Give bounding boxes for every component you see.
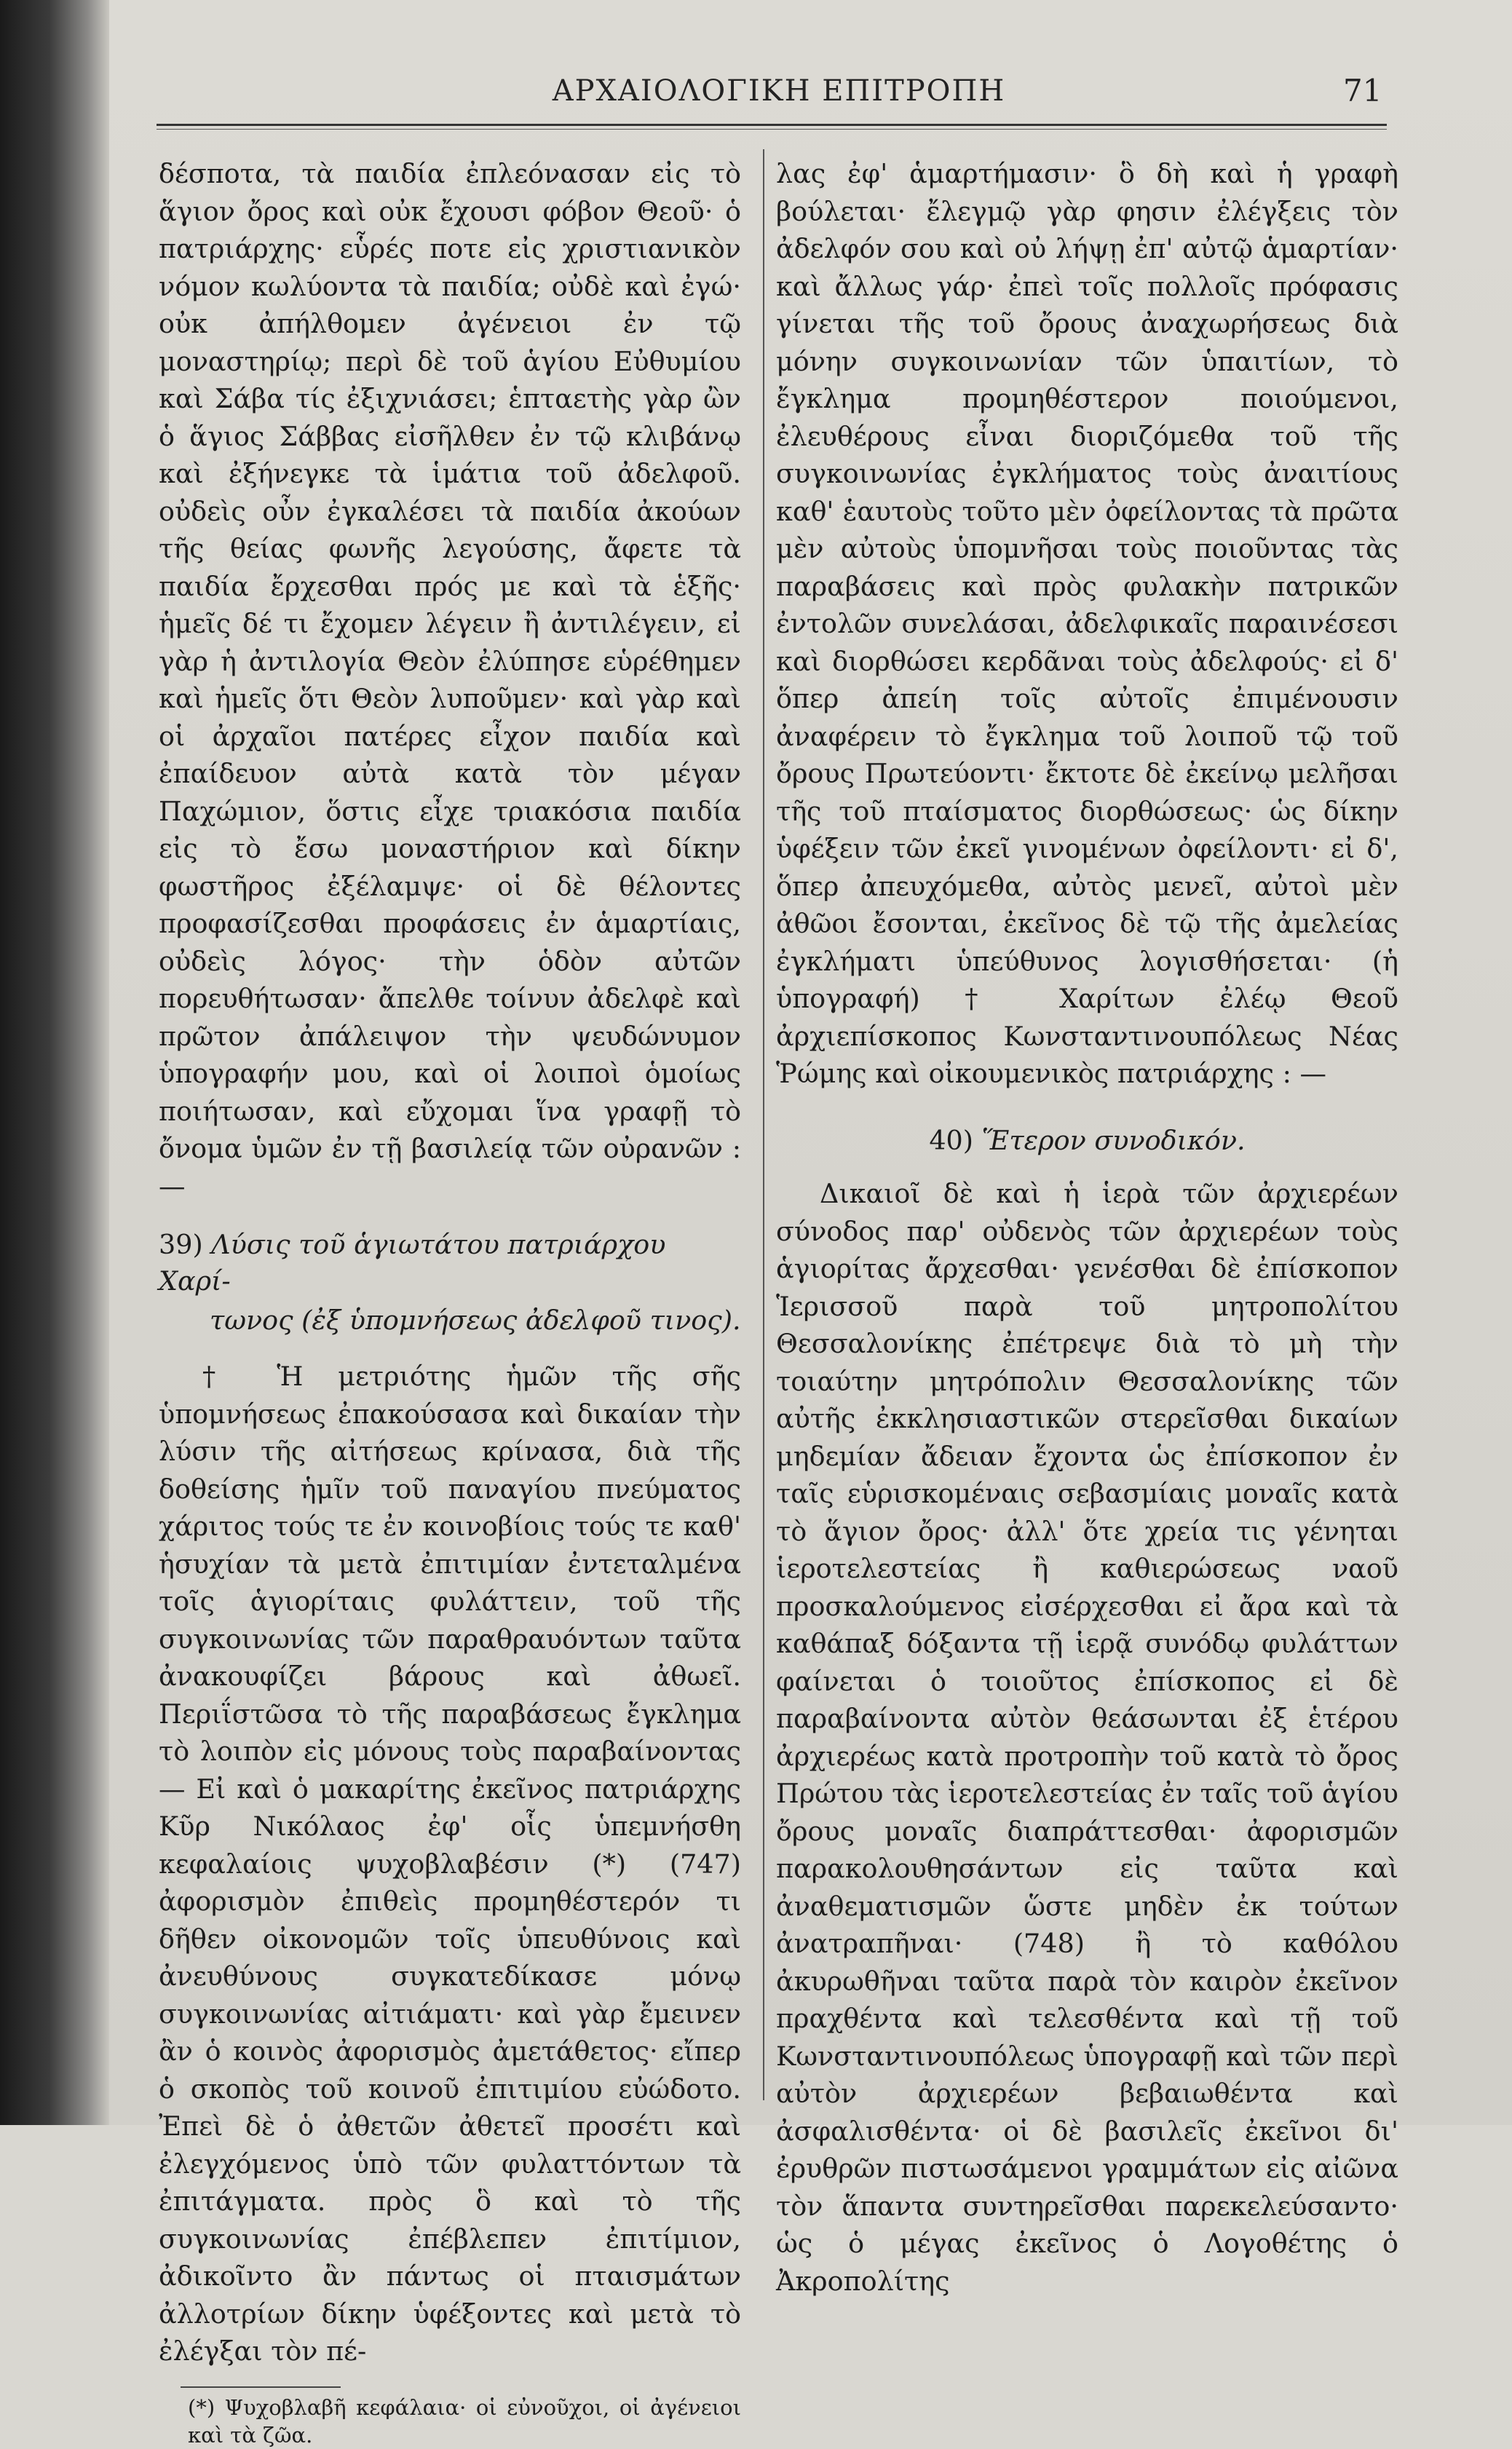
book-spine-shadow (0, 0, 109, 2125)
section-40-title: Ἕτερον συνοδικόν. (981, 1124, 1246, 1156)
right-column (776, 155, 1398, 2300)
right-paragraph-2: Δικαιοῖ δὲ καὶ ἡ ἱερὰ τῶν ἀρχιερέων σύνοδος παρ' οὐδενὸς τῶν ἀρχιερέων τοὺς ἁγιορίτας ἄρχεσθαι· γενέσθαι δὲ ἐπίσκοπον Ἱερισσοῦ παρὰ τοῦ μητροπολίτου Θεσσαλονίκης ἐπέτρεψε διὰ τὸ μὴ τὴν τοιαύτην μητρόπολιν Θεσσαλονίκης τῶν αὐτῆς ἐκκλησιαστικῶν στερεῖσθαι δικαίων μηδεμίαν ἄδειαν ἔχοντα ὡς ἐπίσκοπον ἐν ταῖς εὑρισκομέναις σεβασμίαις μοναῖς κατὰ τὸ ἅγιον ὄρος· ἀλλ' ὅτε χρεία τις γένηται ἱεροτελεστείας ἢ καθιερώσεως ναοῦ προσκαλούμενος εἰσέρχεσθαι εἰ ἄρα καὶ τὰ καθάπαξ δόξαντα τῇ ἱερᾷ συνόδῳ φυλάττων φαίνεται ὁ τοιοῦτος ἐπίσκοπος εἰ δὲ παραβαίνοντα αὐτὸν θεάσωνται ἐξ ἑτέρου ἀρχιερέως κατὰ προτροπὴν τοῦ κατὰ τὸ ὄρος Πρώτου τὰς ἱεροτελεστείας ἐν ταῖς τοῦ ἁγίου ὄρους μοναῖς διαπράττεσθαι· ἀφορισμῶν παρακολουθησάντων εἰς ταῦτα καὶ ἀναθεματισμῶν ὥστε μηδὲν ἐκ τούτων ἀνατραπῆναι· (748) ἢ τὸ καθόλου ἀκυρωθῆναι ταῦτα παρὰ τὸν καιρὸν ἐκεῖνον πραχθέντα καὶ τελεσθέντα καὶ τῇ τοῦ Κωνσταντινουπόλεως ὑπογραφῇ καὶ τῶν περὶ αὐτὸν ἀρχιερέων βεβαιωθέντα καὶ ἀσφαλισθέντα· οἱ δὲ βασιλεῖς ἐκεῖνοι δι' ἐρυθρῶν πιστωσάμενοι γραμμάτων εἰς αἰῶνα τὸν ἅπαντα συντηρεῖσθαι παρεκελεύσαντο· ὡς ὁ μέγας ἐκεῖνος ὁ Λογοθέτης ὁ Ἀκροπολίτης (776, 1178, 1398, 2297)
footnote-separator (181, 2386, 341, 2388)
section-40-number: 40) (929, 1124, 974, 1156)
running-header: ΑΡΧΑΙΟΛΟΓΙΚΗ ΕΠΙΤΡΟΠΗ (552, 74, 1006, 108)
section-39-subtitle: τωνος (ἐξ ὑπομνήσεως ἀδελφοῦ τινος). (210, 1305, 741, 1336)
left-column (159, 155, 741, 2449)
header-rule-thin (157, 129, 1387, 130)
page-number: 71 (1343, 73, 1382, 108)
section-40-heading (776, 1122, 1398, 1160)
left-paragraph-1: δέσποτα, τὰ παιδία ἐπλεόνασαν εἰς τὸ ἅγιον ὄρος καὶ οὐκ ἔχουσι φόβον Θεοῦ· ὁ πατριάρχης· εὗρές ποτε εἰς χριστιανικὸν νόμον κωλύοντα τὰ παιδία; οὐδὲ καὶ ἐγώ· οὐκ ἀπήλθομεν ἀγένειοι ἐν τῷ μοναστηρίῳ; περὶ δὲ τοῦ ἁγίου Εὐθυμίου καὶ Σάβα τίς ἐξιχνιάσει; ἑπταετὴς γὰρ ὢν ὁ ἅγιος Σάββας εἰσῆλθεν ἐν τῷ κλιβάνῳ καὶ ἐξήνεγκε τὰ ἱμάτια τοῦ ἀδελφοῦ. οὐδεὶς οὖν ἐγκαλέσει τὰ παιδία ἀκούων τῆς θείας φωνῆς λεγούσης, ἄφετε τὰ παιδία ἔρχεσθαι πρός με καὶ τὰ ἑξῆς· ἡμεῖς δέ τι ἔχομεν λέγειν ἢ ἀντιλέγειν, εἰ γὰρ ἡ ἀντιλογία Θεὸν ἐλύπησε εὑρέθημεν καὶ ἡμεῖς ὅτι Θεὸν λυποῦμεν· καὶ γὰρ καὶ οἱ ἀρχαῖοι πατέρες εἶχον παιδία καὶ ἐπαίδευον αὐτὰ κατὰ τὸν μέγαν Παχώμιον, ὅστις εἶχε τριακόσια παιδία εἰς τὸ ἔσω μοναστήριον καὶ δίκην φωστῆρος ἐξέλαμψε· οἱ δὲ θέλοντες προφασίζεσθαι προφάσεις ἐν ἁμαρτίαις, οὐδεὶς λόγος· τὴν ὁδὸν αὐτῶν πορευθήτωσαν· ἄπελθε τοίνυν ἀδελφὲ καὶ πρῶτον ἀπάλειψον τὴν ψευδώνυμον ὑπογραφήν μου, καὶ οἱ λοιποὶ ὁμοίως ποιήτωσαν, καὶ εὔχομαι ἵνα γραφῇ τὸ ὄνομα ὑμῶν ἐν τῇ βασιλείᾳ τῶν οὐρανῶν : — (159, 158, 741, 1202)
column-divider (763, 149, 764, 2100)
header-rule (157, 124, 1387, 126)
footnote: (*) Ψυχοβλαβῆ κεφάλαια· οἱ εὐνοῦχοι, οἱ ἀγένειοι καὶ τὰ ζῶα. (188, 2394, 741, 2448)
section-39-heading (159, 1227, 741, 1299)
left-paragraph-2: † Ἡ μετριότης ἡμῶν τῆς σῆς ὑπομνήσεως ἐπακούσασα καὶ δικαίαν τὴν λύσιν τῆς αἰτήσεως κρίνασα, διὰ τῆς δοθείσης ἡμῖν τοῦ παναγίου πνεύματος χάριτος τούς τε ἐν κοινοβίοις τούς τε καθ' ἡσυχίαν τὰ μετὰ ἐπιτιμίαν ἐντεταλμένα τοῖς ἁγιορίταις φυλάττειν, τοῦ τῆς συγκοινωνίας τῶν παραθραυόντων ταῦτα ἀνακουφίζει βάρους καὶ ἀθωεῖ. Περιΐστῶσα τὸ τῆς παραβάσεως ἔγκλημα τὸ λοιπὸν εἰς μόνους τοὺς παραβαίνοντας — Εἰ καὶ ὁ μακαρίτης ἐκεῖνος πατριάρχης Κῦρ Νικόλαος ἐφ' οἷς ὑπεμνήσθη κεφαλαίοις ψυχοβλαβέσιν (*) (747) ἀφορισμὸν ἐπιθεὶς προμηθέστερόν τι δῆθεν οἰκονομῶν τοῖς ὑπευθύνοις καὶ ἀνευθύνους συγκατεδίκασε μόνῳ συγκοινωνίας αἰτιάματι· καὶ γὰρ ἔμεινεν ἂν ὁ κοινὸς ἀφορισμὸς ἀμετάθετος· εἴπερ ὁ σκοπὸς τοῦ κοινοῦ ἐπιτιμίου εὐώδοτο. Ἐπεὶ δὲ ὁ ἀθετῶν ἀθετεῖ προσέτι καὶ ἐλεγχόμενος ὑπὸ τῶν φυλαττόντων τὰ ἐπιτάγματα. πρὸς ὃ καὶ τὸ τῆς συγκοινωνίας ἐπέβλεπεν ἐπιτίμιον, ἀδικοῖντο ἂν πάντως οἱ πταισμάτων ἀλλοτρίων δίκην ὑφέξοντες καὶ μετὰ τὸ ἐλέγξαι τὸν πέ- (159, 1361, 741, 2367)
right-paragraph-1: λας ἐφ' ἁμαρτήμασιν· ὃ δὴ καὶ ἡ γραφὴ βούλεται· ἔλεγμῷ γὰρ φησιν ἐλέγξεις τὸν ἀδελφόν σου καὶ οὐ λήψῃ ἐπ' αὐτῷ ἁμαρτίαν· καὶ ἄλλως γάρ· ἐπεὶ τοῖς πολλοῖς πρόφασις γίνεται τῆς τοῦ ὄρους ἀναχωρήσεως διὰ μόνην συγκοινωνίαν τῶν ὑπαιτίων, τὸ ἔγκλημα προμηθέστερον ποιούμενοι, ἐλευθέρους εἶναι διοριζόμεθα τοῦ τῆς συγκοινωνίας ἐγκλήματος τοὺς ἀναιτίους καθ' ἑαυτοὺς τοῦτο μὲν ὀφείλοντας τὰ πρῶτα μὲν αὐτοὺς ὑπομνῆσαι τοὺς ποιοῦντας τὰς παραβάσεις καὶ πρὸς φυλακὴν πατρικῶν ἐντολῶν συνελάσαι, ἀδελφικαῖς παραινέσεσι καὶ διορθώσει κερδᾶναι τοὺς ἀδελφούς· εἰ δ' ὅπερ ἀπείη τοῖς αὐτοῖς ἐπιμένουσιν ἀναφέρειν τὸ ἔγκλημα τοῦ λοιποῦ τῷ τοῦ ὄρους Πρωτεύοντι· ἔκτοτε δὲ ἐκείνῳ μελῆσαι τῆς τοῦ πταίσματος διορθώσεως· ὡς δίκην ὑφέξειν τῶν ἐκεῖ γινομένων ὀφείλοντι· εἰ δ', ὅπερ ἀπευχόμεθα, αὐτὸς μενεῖ, αὐτοὶ μὲν ἀθῶοι ἔσονται, ἐκεῖνος δὲ τῷ τῆς ἀμελείας ἐγκλήματι ὑπεύθυνος λογισθήσεται· (ἡ ὑπογραφή) † Χαρίτων ἐλέῳ Θεοῦ ἀρχιεπίσκοπος Κωνσταντινουπόλεως Νέας Ῥώμης καὶ οἰκουμενικὸς πατριάρχης : — (776, 158, 1398, 1089)
section-39-number: 39) (159, 1229, 203, 1260)
section-39-title: Λύσις τοῦ ἁγιωτάτου πατριάρχου Χαρί- (159, 1229, 666, 1297)
